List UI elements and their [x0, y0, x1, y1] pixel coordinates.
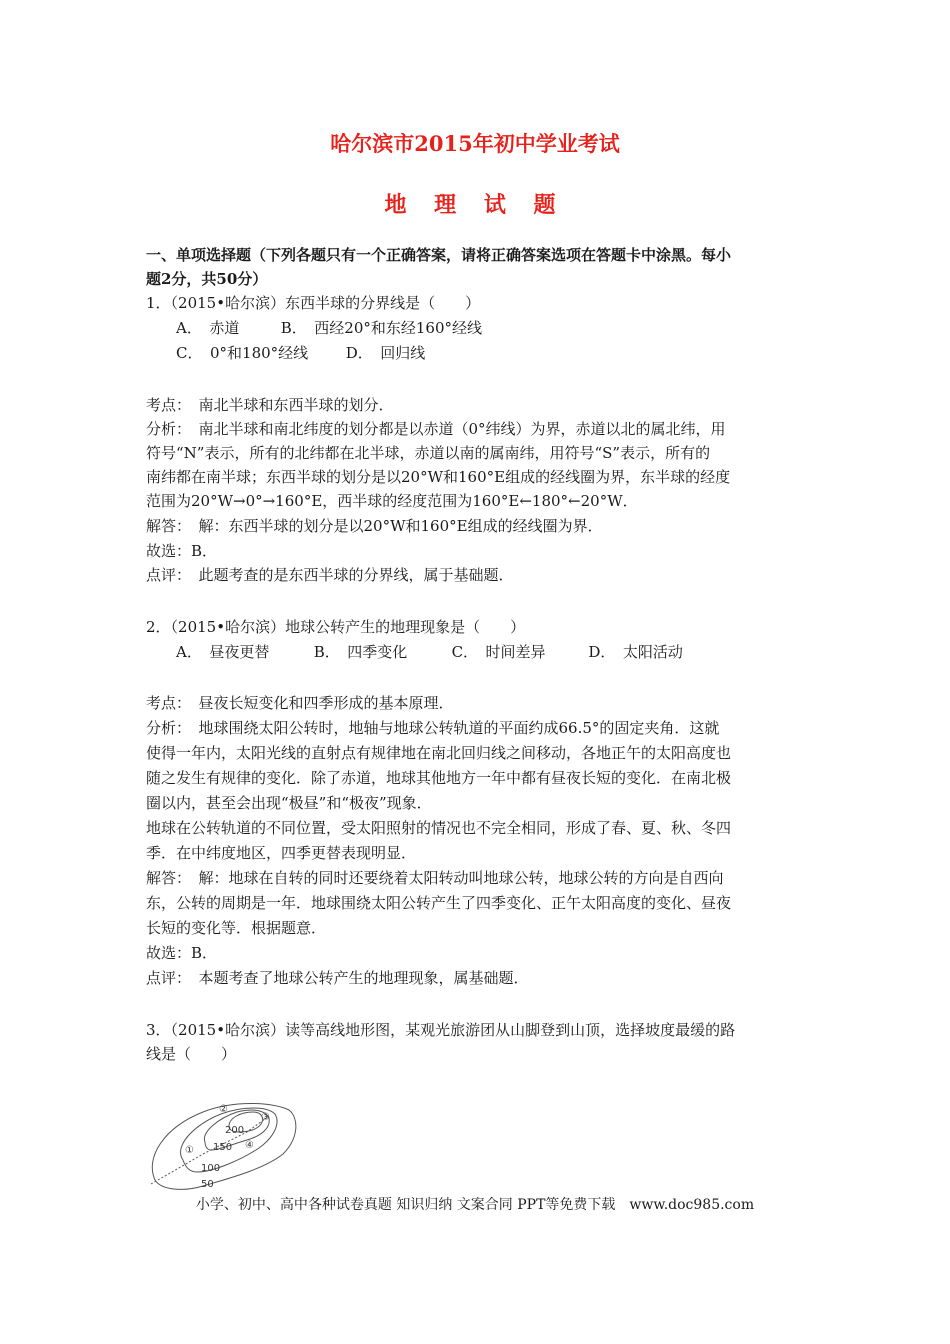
q2-stem: 2．（2015•哈尔滨）地球公转产生的地理现象是（ ）	[146, 618, 526, 636]
q2-fenxi-4: 圈以内，甚至会出现“极昼”和“极夜”现象．	[146, 794, 432, 812]
contour-label-100: 100	[201, 1163, 221, 1174]
q2-fenxi-6: 季．在中纬度地区，四季更替表现明显．	[146, 844, 417, 862]
q2-fenxi-5: 地球在公转轨道的不同位置，受太阳照射的情况也不完全相同，形成了春、夏、秋、冬四	[146, 819, 732, 837]
q1-option-d: D． 回归线	[345, 344, 426, 362]
q1-options-row-1	[176, 317, 836, 339]
q2-option-b: B． 四季变化	[313, 643, 408, 661]
q3-stem-2: 线是（ ）	[146, 1045, 237, 1063]
q1-option-a: A． 赤道	[176, 319, 240, 337]
contour-map	[143, 1098, 303, 1193]
contour-label-150: 150	[213, 1142, 233, 1153]
q1-fenxi-1: 分析： 南北半球和南北纬度的划分都是以赤道（0°纬线）为界，赤道以北的属北纬，用	[146, 420, 726, 438]
q2-kaodian: 考点： 昼夜长短变化和四季形成的基本原理．	[146, 694, 454, 712]
q3-stem-1: 3．（2015•哈尔滨）读等高线地形图，某观光旅游团从山脚登到山顶，选择坡度最缓的路	[146, 1021, 736, 1039]
q2-jieda-1: 解答： 解：地球在自转的同时还要绕着太阳转动叫地球公转，地球公转的方向是自西向	[146, 869, 724, 887]
q1-options-row-2	[176, 342, 836, 364]
route-marker-1: ①	[185, 1145, 194, 1156]
q2-fenxi-1: 分析： 地球围绕太阳公转时，地轴与地球公转轨道的平面约成66.5°的固定夹角．这就	[146, 719, 720, 737]
q2-dianping: 点评： 本题考查了地球公转产生的地理现象，属基础题．	[146, 969, 529, 987]
q2-option-c: C． 时间差异	[451, 643, 546, 661]
q2-fenxi-2: 使得一年内，太阳光线的直射点有规律地在南北回归线之间移动，各地正午的太阳高度也	[146, 744, 732, 762]
section-heading-line-2: 题2分，共50分）	[146, 270, 268, 288]
q1-dianping: 点评： 此题考查的是东西半球的分界线，属于基础题．	[146, 566, 514, 584]
route-marker-2: ②	[219, 1104, 228, 1115]
q2-fenxi-3: 随之发生有规律的变化．除了赤道，地球其他地方一年中都有昼夜长短的变化．在南北极	[146, 769, 732, 787]
q2-guxuan: 故选：B．	[146, 944, 218, 962]
q1-fenxi-2: 符号“N”表示，所有的北纬都在北半球，赤道以南的属南纬，用符号“S”表示，所有的	[146, 444, 711, 462]
contour-label-200: 200	[225, 1125, 245, 1136]
route-marker-4: ④	[245, 1140, 254, 1151]
q1-option-b: B． 西经20°和东经160°经线	[280, 319, 483, 337]
q1-guxuan: 故选：B．	[146, 542, 218, 560]
footer-text: 小学、初中、高中各种试卷真题 知识归纳 文案合同 PPT等免费下载 www.doc985.com	[195, 1197, 755, 1213]
q2-jieda-2: 东，公转的周期是一年．地球围绕太阳公转产生了四季变化、正午太阳高度的变化、昼夜	[146, 894, 732, 912]
q1-kaodian: 考点： 南北半球和东西半球的划分．	[146, 396, 394, 414]
q2-options-row	[176, 641, 836, 663]
q1-fenxi-4: 范围为20°W→0°→160°E，西半球的经度范围为160°E←180°←20°W．	[146, 492, 638, 510]
q2-jieda-3: 长短的变化等．根据题意．	[146, 919, 327, 937]
exam-title: 哈尔滨市2015年初中学业考试	[330, 131, 620, 156]
section-heading-line-1: 一、单项选择题（下列各题只有一个正确答案，请将正确答案选项在答题卡中涂黑。每小	[146, 246, 732, 264]
q1-jieda: 解答： 解：东西半球的划分是以20°W和160°E组成的经线圈为界．	[146, 517, 603, 535]
q1-option-c: C． 0°和180°经线	[176, 344, 309, 362]
contour-label-50: 50	[201, 1179, 214, 1190]
exam-subtitle: 地 理 试 题	[384, 192, 566, 218]
q2-option-a: A． 昼夜更替	[176, 643, 270, 661]
q1-fenxi-3: 南纬都在南半球；东西半球的划分是以20°W和160°E组成的经线圈为界，东半球的经度	[146, 468, 731, 486]
q2-option-d: D． 太阳活动	[588, 643, 683, 661]
route-marker-3: ③	[261, 1112, 270, 1123]
q1-stem: 1．（2015•哈尔滨）东西半球的分界线是（ ）	[146, 294, 481, 312]
